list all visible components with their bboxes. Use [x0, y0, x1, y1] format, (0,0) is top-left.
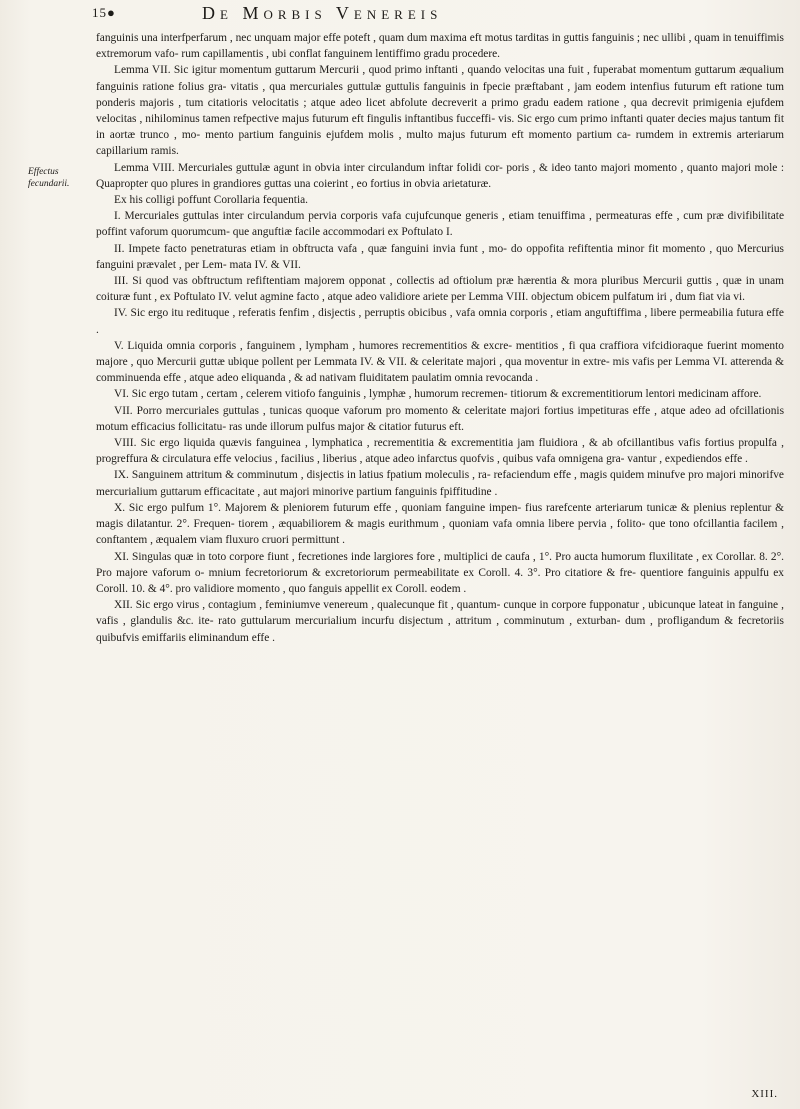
page-header — [92, 3, 782, 29]
paragraph-corollary-10: X. Sic ergo pulfum 1°. Majorem & pleniorem futurum effe , quoniam fanguine impen- fius rarefcente arteriarum tunicæ & plenius replentur & magis dilatantur. 2°. Frequen- tiorem , æquabiliorem & magis eurithmum , quoniam vafa omnia libere pervia , folito- que tono ofcillantia facilem , conftantem , æqualem viam fluxuro cruori permittunt . — [96, 501, 784, 547]
catchword: XIII. — [751, 1088, 778, 1100]
paragraph-corollary-12: XII. Sic ergo virus , contagium , feminiumve venereum , qualecunque fit , quantum- cunque in corpore fupponatur , ubicunque lateat in fanguine , vafis , glandulis &c. ite- rato guttularum mercurialium incurfu disjectum , attritum , comminutum , exturban- dum , profligandum & fecretoriis quibufvis emiffariis eliminandum effe . — [96, 599, 784, 644]
paragraph-corollary-11: XI. Singulas quæ in toto corpore fiunt , fecretiones inde largiores fore , multiplici de caufa , 1°. Pro aucta humorum fluxilitate , ex Corollar. 8. 2°. Pro majore vaforum o- mnium fecretoriorum & excretoriorum permeabilitate ex Coroll. 4. 3°. Pro citatiore & fre- quentiore fanguinis appulfu ex Coroll. 10. & 4°. pro validiore momento , quo fanguis appellit ex Coroll. eodem . — [96, 550, 784, 595]
paragraph-corollary-9: IX. Sanguinem attritum & comminutum , disjectis in latius fpatium moleculis , ra- refaciendum effe , magis quidem minufve pro majori minorifve mercurialium guttarum efficacitate , aut majori minorive partium fanguinis fpiffitudine . — [96, 469, 784, 498]
margin-note: Effectus fecundarii. — [28, 167, 70, 189]
paragraph-corollary-2: II. Impete facto penetraturas etiam in obftructa vafa , quæ fanguini invia funt , mo- do oppofita refiftentia minor fit momento , quo Mercurius fanguini prævalet , per Lem- mata IV. & VII. — [96, 242, 784, 271]
paragraph-corollary-1: I. Mercuriales guttulas inter circulandum pervia corporis vafa cujufcunque generis , etiam tenuiffima , permeaturas effe , cum præ divifibilitate poffint vaforum quorumcum- que anguftiæ facile accommodari ex Poftulato I. — [96, 210, 784, 239]
page-number: 15● — [92, 5, 116, 20]
paragraph-continuation: fanguinis una interfperfarum , nec unquam major effe poteft , quam dum maxima eft motus tarditas in guttis fanguinis ; nec ullibi , quam in tenuiffimis extremorum vafo- rum capillamentis , ubi conflat fanguinem lentiffimo gradu procedere. — [96, 32, 784, 61]
paragraph-corollary-6: VI. Sic ergo tutam , certam , celerem vitiofo fanguinis , lymphæ , humorum recremen- titiorum & excrementitiorum lentori medicinam affore. — [114, 388, 762, 401]
running-title: De Morbis Venereis — [202, 3, 443, 23]
paragraph-lemma-8: Lemma VIII. Mercuriales guttulæ agunt in obvia inter circulandum inftar folidi cor- poris , & ideo tanto majori momento , quanto majori mole : Quapropter quo plures in grandiores guttas una coierint , eo fortius in obvia arietaturæ. — [96, 161, 784, 190]
paragraph-corollary-8: VIII. Sic ergo liquida quævis fanguinea , lymphatica , recrementitia & excrementitia jam fluidiora , & ab ofcillantibus vafis fortius propulfa , progreffura & circulatura effe velocius , facilius , liberius , atque adeo infarctus quofvis , quibus vafa omnigena gra- vantur , expediendos effe . — [96, 437, 784, 466]
paragraph-lemma-7: Lemma VII. Sic igitur momentum guttarum Mercurii , quod primo inftanti , quando velocitas una fuit , fuperabat momentum guttarum æqualium fanguinis ratione folius gra- vitatis , qua mercuriales guttulæ guttulis fanguinis in fpecie præftabant , jam eodem intenfius futurum eft ratione tum ponderis majoris , tum citatioris velocitatis ; atque adeo licet abfolute decreverit a primo gradu eadem ratione , qua decrevit primigenia ejufdem velocitas , nihilominus tamen refpective majus futurum eft fingulis inftantibus fucceffi- vis. Sic ergo cum primo inftanti quater decies majus tantum fit in aortæ trunco , mo- mento partium fanguinis ejufdem molis , multo majus futurum eft momento partium ca- rumdem in extremis arteriarum capillarium ramis. — [96, 64, 784, 158]
paragraph-corollary-4: IV. Sic ergo itu redituque , referatis fenfim , disjectis , perruptis obicibus , vafa omnia corporis , etiam anguftiffima , libere permeabilia futura effe . — [96, 307, 784, 336]
paragraph-corollaria-intro: Ex his colligi poffunt Corollaria fequentia. — [114, 194, 309, 207]
paragraph-corollary-5: V. Liquida omnia corporis , fanguinem , lympham , humores recrementitios & excre- mentitios , fi qua craffiora vifcidioraque fuerint momento majore , quo Mercurii guttæ ubique pollent per Lemmata IV. & VII. & celeritate majori , qua moventur in extre- mis vafis per Lemma VI. atterenda & comminuenda effe , atque adeo eliquanda , & ad nativam fluiditatem paulatim omnia revocanda . — [96, 339, 784, 385]
body-text — [96, 30, 784, 646]
paragraph-corollary-7: VII. Porro mercuriales guttulas , tunicas quoque vaforum pro momento & celeritate majori fortius impetituras effe , atque adeo ad ofcillationis motum efficacius follicitatu- ras unde illorum pulfus major & citatior futurus eft. — [96, 404, 784, 433]
paragraph-corollary-3: III. Si quod vas obftructum refiftentiam majorem opponat , collectis ad oftiolum præ hærentia & mora pluribus Mercurii guttis , quæ in unam coituræ funt , ex Poftulato IV. velut agmine facto , atque adeo validiore ariete per Lemma VIII. objectum obicem pulfatum iri , dum fiat via vi. — [96, 275, 784, 304]
